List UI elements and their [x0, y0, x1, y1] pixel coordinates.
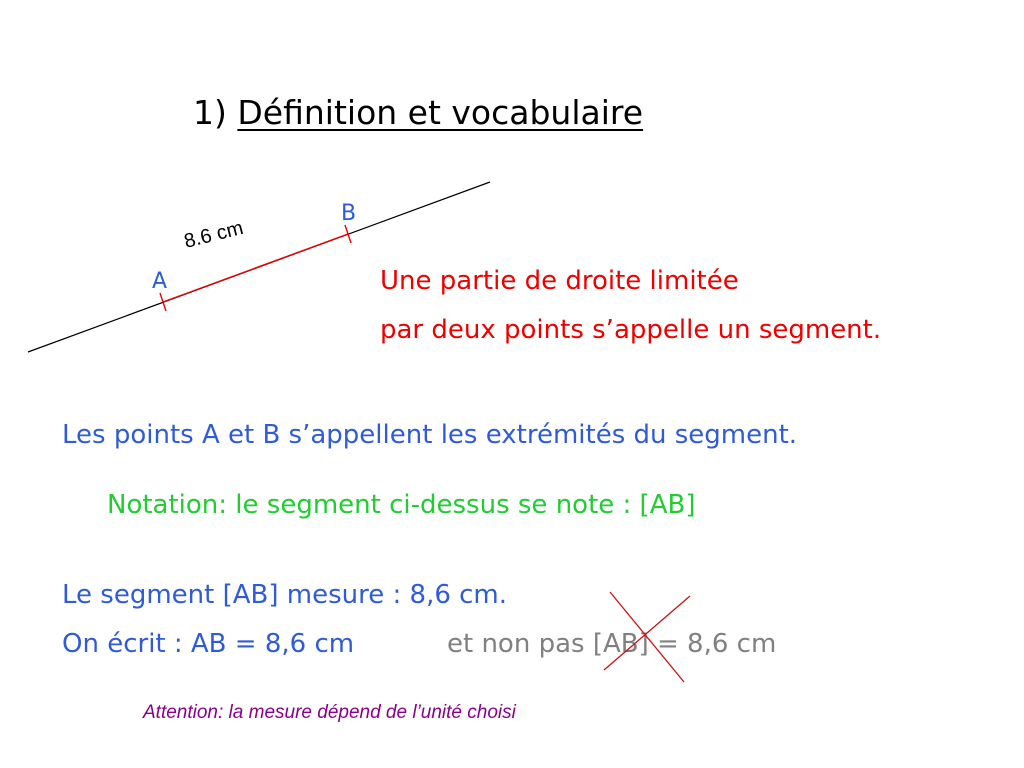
point-a-label: A [152, 269, 168, 294]
ecrit-text: On écrit : AB = 8,6 cm [62, 629, 355, 659]
notation-text: Notation: le segment ci-dessus se note : [AB] [107, 490, 696, 520]
attention-note: Attention: la mesure dépend de l’unité choisi [143, 702, 516, 723]
mesure-text: Le segment [AB] mesure : 8,6 cm. [62, 580, 508, 610]
definition-line-1: Une partie de droite limitée [380, 266, 739, 296]
definition-line-2: par deux points s’appelle un segment. [380, 315, 882, 345]
length-label: 8.6 cm [181, 216, 246, 253]
extremites-text: Les points A et B s’appellent les extrémités du segment. [62, 420, 798, 450]
point-b-label: B [341, 201, 357, 226]
cross-out-icon [600, 590, 700, 686]
title-number: 1) [193, 93, 227, 132]
incorrect-notation-text: et non pas [AB] = 8,6 cm [447, 629, 777, 659]
title-text: Définition et vocabulaire [237, 93, 644, 132]
page-title [193, 93, 644, 132]
